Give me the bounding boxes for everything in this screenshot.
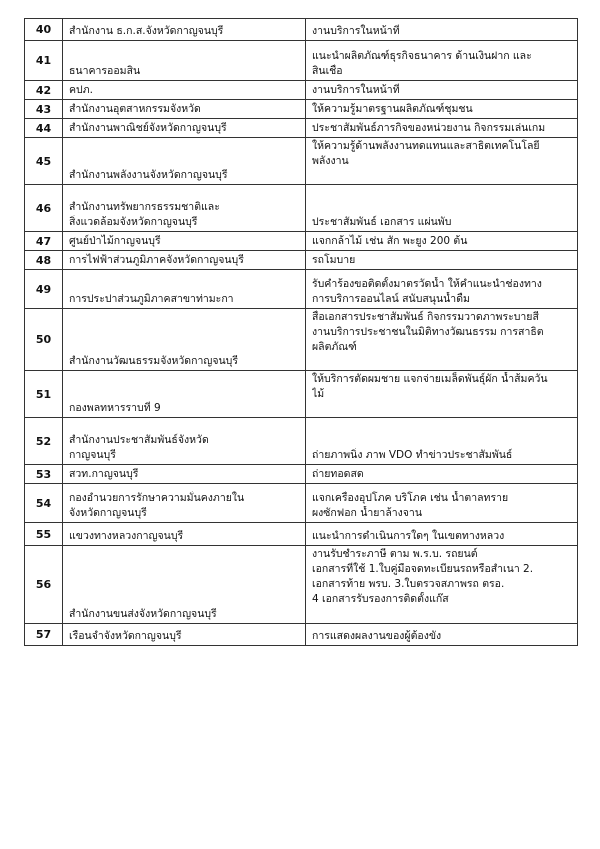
agency-line: สำนักงานวัฒนธรรมจังหวัดกาญจนบุรี	[69, 355, 238, 367]
agency-cell	[63, 41, 306, 81]
table-row	[25, 119, 578, 138]
activity-line: ผงซักฟอก น้ำยาล้างจาน	[312, 507, 423, 519]
agency-cell	[63, 232, 306, 251]
activity-line: งานบริการในหน้าที่	[312, 25, 400, 37]
activity-line: สื่อเอกสารประชาสัมพันธ์ กิจกรรมวาดภาพระบายสี	[312, 311, 539, 323]
agency-line: สำนักงาน ธ.ก.ส.จังหวัดกาญจนบุรี	[69, 25, 224, 37]
row-number: 47	[25, 232, 63, 251]
activity-cell	[306, 251, 578, 270]
agency-line: กาญจนบุรี	[69, 449, 116, 461]
agency-line: กองพลทหารราบที่ 9	[69, 402, 161, 414]
agency-line: สิ่งแวดล้อมจังหวัดกาญจนบุรี	[69, 216, 198, 228]
activity-cell	[306, 624, 578, 646]
row-number: 43	[25, 100, 63, 119]
agency-cell	[63, 546, 306, 624]
table-body	[25, 19, 578, 646]
table-row	[25, 523, 578, 546]
agency-cell	[63, 251, 306, 270]
agency-cell	[63, 19, 306, 41]
agency-cell	[63, 624, 306, 646]
agency-cell	[63, 484, 306, 523]
agency-cell	[63, 523, 306, 546]
activity-line: ถ่ายภาพนิ่ง ภาพ VDO ทำข่าวประชาสัมพันธ์	[312, 449, 513, 461]
activity-cell	[306, 138, 578, 185]
activity-line: ไม้	[312, 388, 325, 400]
activity-line: งานบริการในหน้าที่	[312, 84, 400, 96]
activity-line: ให้ความรู้มาตรฐานผลิตภัณฑ์ชุมชน	[312, 103, 473, 115]
agency-line: คปภ.	[69, 84, 93, 96]
table-row	[25, 251, 578, 270]
table-row	[25, 546, 578, 624]
activity-cell	[306, 270, 578, 309]
row-number: 51	[25, 371, 63, 418]
activity-line: พลังงาน	[312, 155, 349, 167]
agency-cell	[63, 418, 306, 465]
agency-cell	[63, 185, 306, 232]
table-row	[25, 100, 578, 119]
agency-line: สำนักงานขนส่งจังหวัดกาญจนบุรี	[69, 608, 217, 620]
row-number: 45	[25, 138, 63, 185]
activity-line: ถ่ายทอดสด	[312, 468, 364, 480]
row-number: 40	[25, 19, 63, 41]
row-number: 56	[25, 546, 63, 624]
activity-line: 4 เอกสารรับรองการติดตั้งแก๊ส	[312, 593, 449, 605]
table-row	[25, 465, 578, 484]
agency-cell	[63, 100, 306, 119]
row-number: 50	[25, 309, 63, 371]
activity-line: รถโมบาย	[312, 254, 356, 266]
activity-line: เอกสารท้าย พรบ. 3.ใบตรวจสภาพรถ ตรอ.	[312, 578, 505, 590]
agency-line: การประปาส่วนภูมิภาคสาขาท่ามะกา	[69, 293, 234, 305]
activity-line: ประชาสัมพันธ์ เอกสาร แผ่นพับ	[312, 216, 452, 228]
activity-cell	[306, 523, 578, 546]
agency-line: จังหวัดกาญจนบุรี	[69, 507, 147, 519]
activity-cell	[306, 465, 578, 484]
activity-cell	[306, 119, 578, 138]
agency-line: การไฟฟ้าส่วนภูมิภาคจังหวัดกาญจนบุรี	[69, 254, 244, 266]
table-row	[25, 138, 578, 185]
row-number: 42	[25, 81, 63, 100]
activity-line: แจกเครื่องอุปโภค บริโภค เช่น น้ำตาลทราย	[312, 492, 509, 504]
activity-cell	[306, 19, 578, 41]
agency-line: สำนักงานทรัพยากรธรรมชาติและ	[69, 201, 220, 213]
table-row	[25, 418, 578, 465]
table-row	[25, 232, 578, 251]
row-number: 54	[25, 484, 63, 523]
table-row	[25, 624, 578, 646]
agency-line: สำนักงานอุตสาหกรรมจังหวัด	[69, 103, 201, 115]
agency-line: สำนักงานพลังงานจังหวัดกาญจนบุรี	[69, 169, 228, 181]
activity-table	[24, 18, 578, 646]
agency-cell	[63, 138, 306, 185]
activity-line: ประชาสัมพันธ์ภารกิจของหน่วยงาน กิจกรรมเล่นเกม	[312, 122, 546, 134]
row-number: 46	[25, 185, 63, 232]
activity-cell	[306, 185, 578, 232]
agency-line: เรือนจำจังหวัดกาญจนบุรี	[69, 630, 182, 642]
row-number: 44	[25, 119, 63, 138]
table-row	[25, 185, 578, 232]
agency-line: แขวงทางหลวงกาญจนบุรี	[69, 530, 184, 542]
table-row	[25, 371, 578, 418]
agency-line: สวท.กาญจนบุรี	[69, 468, 139, 480]
activity-line	[312, 200, 571, 215]
activity-line: การแสดงผลงานของผู้ต้องขัง	[312, 630, 442, 642]
activity-line: แนะนำการดำเนินการใดๆ ในเขตทางหลวง	[312, 530, 505, 542]
table-row	[25, 81, 578, 100]
activity-line: งานรับชำระภาษี ตาม พ.ร.บ. รถยนต์	[312, 548, 478, 560]
table-row	[25, 41, 578, 81]
activity-cell	[306, 41, 578, 81]
row-number: 48	[25, 251, 63, 270]
table-row	[25, 484, 578, 523]
row-number: 52	[25, 418, 63, 465]
row-number: 49	[25, 270, 63, 309]
row-number: 41	[25, 41, 63, 81]
agency-cell	[63, 465, 306, 484]
agency-line: กองอำนวยการรักษาความมั่นคงภายใน	[69, 492, 245, 504]
activity-line: รับคำร้องขอติดตั้งมาตรวัดน้ำ ให้คำแนะนำช่องทาง	[312, 278, 542, 290]
activity-cell	[306, 484, 578, 523]
agency-line: ธนาคารออมสิน	[69, 65, 141, 77]
agency-cell	[63, 81, 306, 100]
activity-cell	[306, 100, 578, 119]
row-number: 57	[25, 624, 63, 646]
activity-cell	[306, 81, 578, 100]
agency-cell	[63, 309, 306, 371]
agency-line: สำนักงานพาณิชย์จังหวัดกาญจนบุรี	[69, 122, 227, 134]
agency-line: ศูนย์ป่าไม้กาญจนบุรี	[69, 235, 161, 247]
activity-cell	[306, 418, 578, 465]
activity-line: ให้ความรู้ด้านพลังงานทดแทนและสาธิตเทคโนโลยี	[312, 140, 540, 152]
activity-cell	[306, 371, 578, 418]
activity-cell	[306, 546, 578, 624]
activity-cell	[306, 232, 578, 251]
table-row	[25, 270, 578, 309]
activity-line	[312, 433, 571, 448]
activity-line: การบริการออนไลน์ สนับสนุนน้ำดื่ม	[312, 293, 470, 305]
agency-cell	[63, 270, 306, 309]
activity-line: เอกสารที่ใช้ 1.ใบคู่มือจดทะเบียนรถหรือสำเนา 2.	[312, 563, 534, 575]
activity-cell	[306, 309, 578, 371]
activity-line: สินเชื่อ	[312, 65, 343, 77]
table-row	[25, 309, 578, 371]
table-row	[25, 19, 578, 41]
activity-line: ผลิตภัณฑ์	[312, 341, 357, 353]
agency-cell	[63, 371, 306, 418]
activity-line: ให้บริการตัดผมชาย แจกจ่ายเมล็ดพันธุ์ผัก น้ำส้มควัน	[312, 373, 548, 385]
activity-line: งานบริการประชาชนในมิติทางวัฒนธรรม การสาธิต	[312, 326, 544, 338]
row-number: 55	[25, 523, 63, 546]
agency-line: สำนักงานประชาสัมพันธ์จังหวัด	[69, 434, 209, 446]
activity-line: แนะนำผลิตภัณฑ์ธุรกิจธนาคาร ด้านเงินฝาก และ	[312, 50, 532, 62]
agency-cell	[63, 119, 306, 138]
activity-line: แจกกล้าไม้ เช่น สัก พะยูง 200 ต้น	[312, 235, 468, 247]
row-number: 53	[25, 465, 63, 484]
